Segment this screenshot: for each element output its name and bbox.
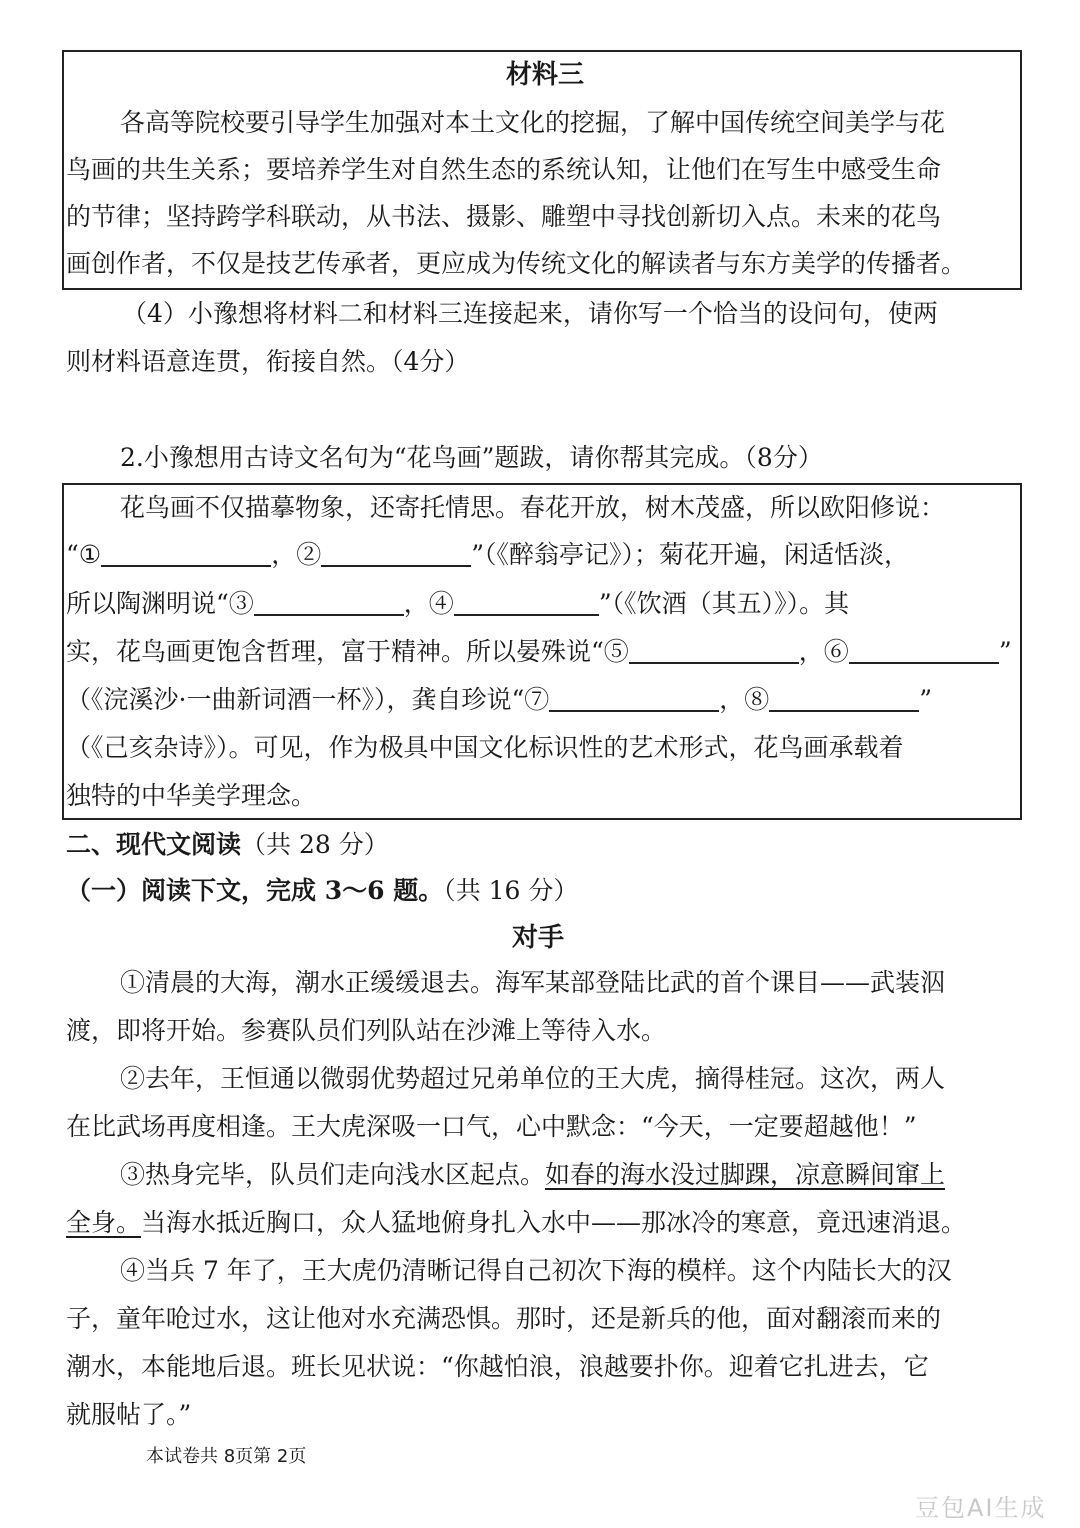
- q2-box-line-2: “① ，② ”（《醉翁亭记》）；菊花开遍，闲适恬淡，: [66, 540, 910, 569]
- para-2-line-1: ②去年，王恒通以微弱优势超过兄弟单位的王大虎，摘得桂冠。这次，两人: [120, 1064, 946, 1093]
- q2-box-line-5: （《浣溪沙·一曲新词酒一杯》），龚自珍说“⑦ ，⑧ ”: [66, 685, 933, 714]
- para-4-line-3: 潮水，本能地后退。班长见状说：“你越怕浪，浪越要扑你。迎着它扎进去，它: [66, 1352, 929, 1381]
- q2-box-line-7: 独特的中华美学理念。: [66, 781, 317, 810]
- q4-line-2: 则材料语意连贯，衔接自然。（4分）: [66, 347, 470, 376]
- article-title: 对手: [512, 923, 565, 953]
- para-4-line-1: ④当兵 7 年了，王大虎仍清晰记得自己初次下海的模样。这个内陆长大的汉: [120, 1256, 952, 1285]
- blank-7[interactable]: [549, 686, 719, 712]
- watermark-text: 豆包AI生成: [915, 1494, 1047, 1522]
- q2-box-line-3: 所以陶渊明说“③ ，④ ”（《饮酒（其五）》）。其: [66, 589, 850, 618]
- blank-1[interactable]: [101, 541, 271, 567]
- para-3-line-2: 全身。当海水抵近胸口，众人猛地俯身扎入水中——那冰冷的寒意，竟迅速消退。: [66, 1208, 967, 1237]
- blank-4[interactable]: [454, 590, 599, 616]
- q2-box-line-4: 实，花鸟画更饱含哲理，富于精神。所以晏殊说“⑤ ，⑥ ”: [66, 637, 1012, 666]
- q2-prompt: 2.小豫想用古诗文名句为“花鸟画”题跋，请你帮其完成。（8分）: [120, 443, 823, 472]
- q4-line-1: （4）小豫想将材料二和材料三连接起来，请你写一个恰当的设问句，使两: [122, 299, 938, 328]
- blank-8[interactable]: [769, 686, 919, 712]
- section2-heading: 二、现代文阅读（共 28 分）: [66, 830, 389, 859]
- material3-line-2: 鸟画的共生关系；要培养学生对自然生态的系统认知，让他们在写生中感受生命: [66, 155, 942, 184]
- q2-box-line-1: 花鸟画不仅描摹物象，还寄托情思。春花开放，树木茂盛，所以欧阳修说：: [120, 493, 946, 522]
- q2-box-line-6: （《己亥杂诗》）。可见，作为极具中国文化标识性的艺术形式，花鸟画承载着: [66, 733, 904, 762]
- para-4-line-4: 就服帖了。”: [66, 1400, 192, 1429]
- section2-subheading: （一）阅读下文，完成 3～6 题。（共 16 分）: [66, 876, 579, 905]
- page-footer: 本试卷共 8页第 2页: [146, 1446, 307, 1467]
- material3-title: 材料三: [506, 60, 585, 90]
- para-1-line-2: 渡，即将开始。参赛队员们列队站在沙滩上等待入水。: [66, 1016, 667, 1045]
- material3-line-3: 的节律；坚持跨学科联动，从书法、摄影、雕塑中寻找创新切入点。未来的花鸟: [66, 202, 942, 231]
- para-1-line-1: ①清晨的大海，潮水正缓缓退去。海军某部登陆比武的首个课目——武装泅: [120, 968, 946, 997]
- blank-5[interactable]: [629, 638, 799, 664]
- para-3-line-1: ③热身完毕，队员们走向浅水区起点。如春的海水没过脚踝，凉意瞬间窜上: [120, 1160, 946, 1189]
- para-2-line-2: 在比武场再度相逢。王大虎深吸一口气，心中默念：“今天，一定要超越他！”: [66, 1112, 917, 1141]
- blank-3[interactable]: [254, 590, 404, 616]
- para-4-line-2: 子，童年呛过水，这让他对水充满恐惧。那时，还是新兵的他，面对翻滚而来的: [66, 1304, 942, 1333]
- blank-2[interactable]: [321, 541, 471, 567]
- material3-line-1: 各高等院校要引导学生加强对本土文化的挖掘，了解中国传统空间美学与花: [120, 108, 946, 137]
- material3-line-4: 画创作者，不仅是技艺传承者，更应成为传统文化的解读者与东方美学的传播者。: [66, 249, 967, 278]
- blank-6[interactable]: [849, 638, 999, 664]
- underlined-sentence: 如春的海水没过脚踝，凉意瞬间窜上: [545, 1160, 946, 1189]
- underlined-sentence-end: 全身。: [66, 1208, 142, 1237]
